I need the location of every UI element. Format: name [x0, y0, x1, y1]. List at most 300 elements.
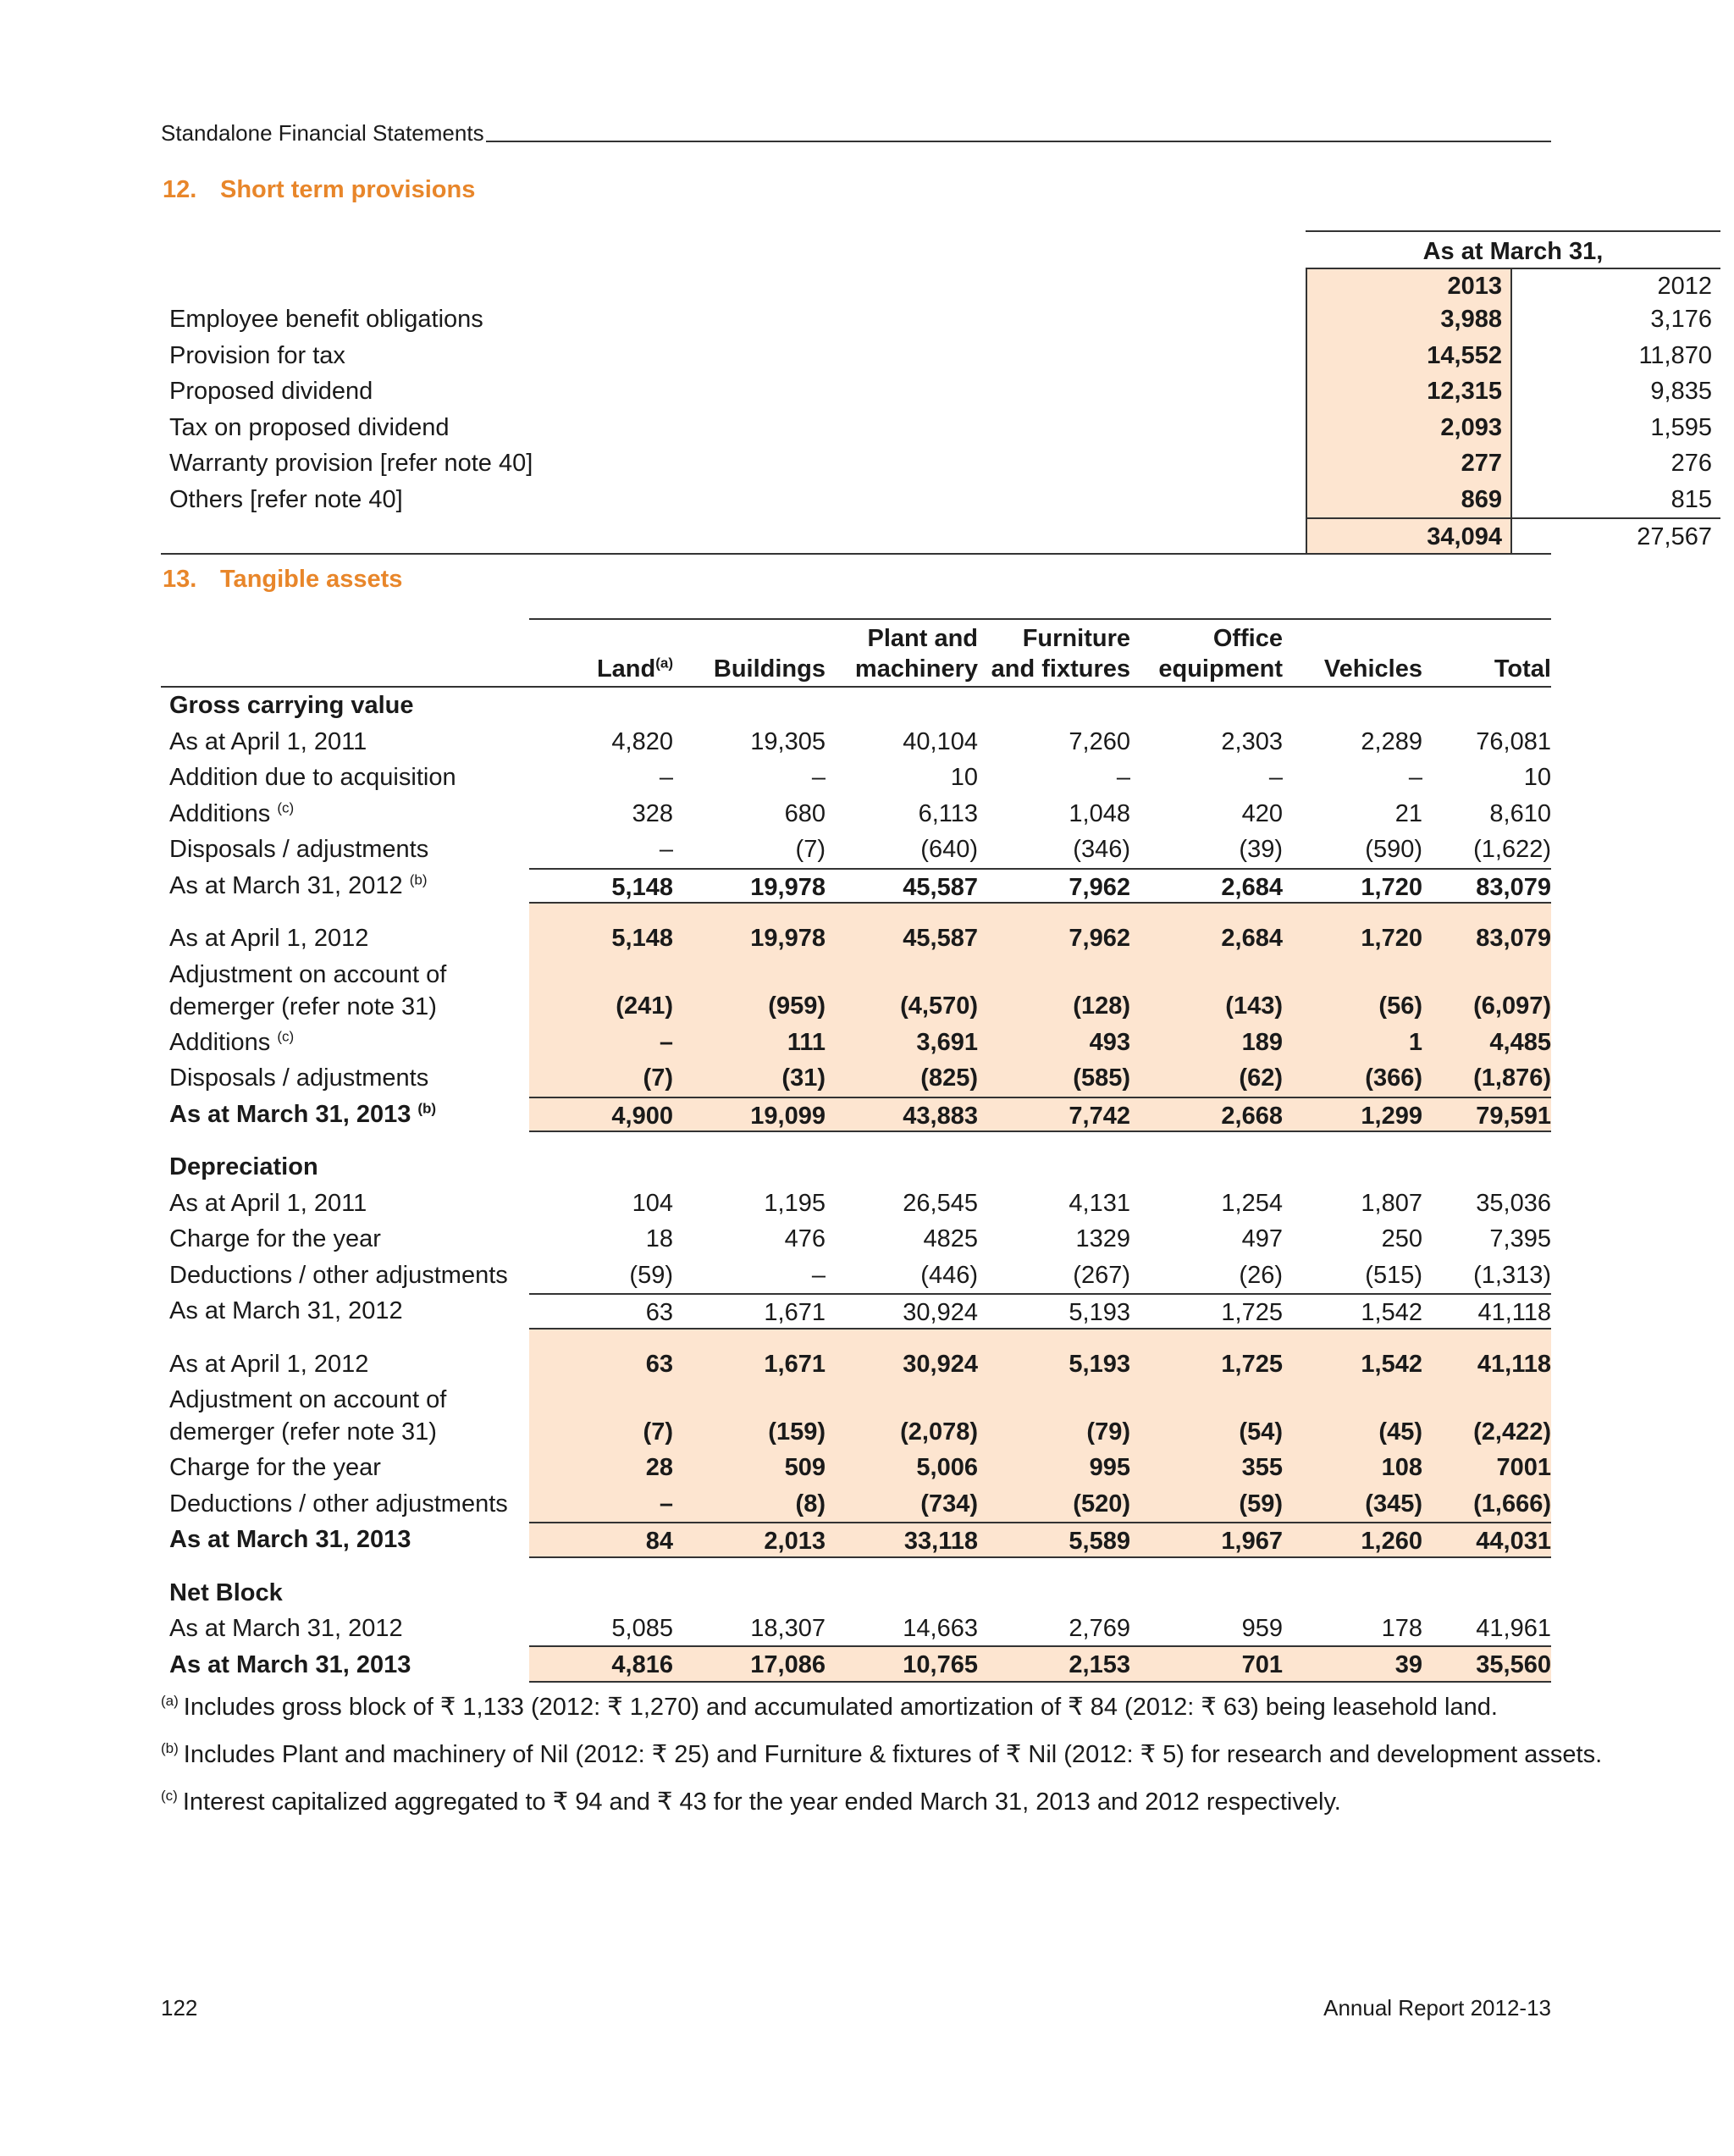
cell-office-equipment: (62): [1239, 1064, 1283, 1092]
row-cells: [529, 760, 1551, 796]
value-2013: 14,552: [1306, 338, 1512, 374]
cell-vehicles: 1: [1408, 1028, 1422, 1056]
row-cells: [529, 920, 1551, 957]
row-label: Provision for tax: [169, 341, 345, 369]
cell-land: 104: [632, 1189, 673, 1217]
table-row: [161, 868, 1551, 904]
cell-buildings: 680: [784, 799, 826, 827]
cell-buildings: (159): [768, 1418, 826, 1446]
cell-plant-machinery: 5,006: [916, 1454, 978, 1481]
cell-total: 7001: [1496, 1454, 1551, 1481]
row-label: Disposals / adjustments: [169, 836, 429, 863]
value-2012: 815: [1670, 485, 1712, 513]
cell-land: –: [659, 1028, 673, 1056]
row-cells: [529, 1647, 1551, 1683]
spacer: [161, 1132, 1551, 1149]
table-row: [161, 1293, 1551, 1330]
running-header: [161, 120, 1551, 146]
gross-heading: Gross carrying value: [169, 692, 414, 719]
cell-land: (241): [616, 992, 673, 1020]
cell-office-equipment: 1,967: [1221, 1528, 1283, 1555]
cell-total: 41,118: [1477, 1350, 1551, 1378]
footnote-mark: (c): [277, 1027, 295, 1044]
cell-buildings: –: [811, 764, 826, 791]
cell-plant-machinery: 10,765: [903, 1650, 978, 1678]
cell-office-equipment: 2,684: [1221, 873, 1283, 901]
row-cells: [529, 1060, 1551, 1097]
cell-plant-machinery: 10: [950, 764, 978, 791]
row-cells: [529, 1450, 1551, 1486]
footnote-mark: (b): [409, 871, 428, 887]
value-2013: 3,988: [1306, 301, 1512, 338]
row-label-line2: demerger (refer note 31): [169, 1418, 437, 1446]
cell-vehicles: 1,542: [1361, 1350, 1422, 1378]
cell-office-equipment: (59): [1239, 1490, 1283, 1517]
cell-furniture-fixtures: 5,193: [1069, 1350, 1130, 1378]
section-12-heading: Short term provisions: [220, 176, 476, 203]
net-block-heading-row: [161, 1575, 1551, 1611]
col-office-line2: equipment: [1158, 655, 1283, 683]
row-label-line1: Adjustment on account of: [169, 960, 447, 988]
year-2012-header: 2012: [1512, 268, 1720, 301]
cell-plant-machinery: (640): [920, 836, 978, 863]
cell-office-equipment: (39): [1239, 836, 1283, 863]
cell-total: (1,313): [1473, 1261, 1551, 1289]
cell-office-equipment: 355: [1241, 1454, 1283, 1481]
cell-office-equipment: 2,303: [1221, 727, 1283, 755]
row-cells: [529, 1414, 1551, 1451]
row-cells: [529, 796, 1551, 832]
cell-land: –: [659, 1490, 673, 1517]
cell-vehicles: 1,299: [1361, 1102, 1422, 1130]
row-label-text: Additions: [169, 799, 271, 827]
cell-plant-machinery: 45,587: [903, 925, 978, 952]
cell-office-equipment: 701: [1241, 1650, 1283, 1678]
row-cells: [529, 988, 1551, 1025]
cell-buildings: (7): [795, 836, 826, 863]
cell-total: 79,591: [1476, 1102, 1551, 1130]
cell-office-equipment: 959: [1241, 1615, 1283, 1642]
cell-land: (7): [643, 1418, 673, 1446]
header-rule: [486, 141, 1551, 142]
row-label: [169, 959, 446, 1023]
value-2013: 2,093: [1306, 410, 1512, 446]
cell-land: 5,085: [611, 1615, 673, 1642]
cell-buildings: 509: [784, 1454, 826, 1481]
cell-total: 10: [1523, 764, 1551, 791]
cell-total: (1,622): [1473, 836, 1551, 863]
cell-vehicles: 108: [1381, 1454, 1422, 1481]
cell-total: 8,610: [1489, 799, 1551, 827]
col-office-line1: Office: [1212, 625, 1283, 652]
value-2013: 12,315: [1306, 373, 1512, 410]
spacer: [161, 1558, 1551, 1575]
cell-furniture-fixtures: 4,131: [1069, 1189, 1130, 1217]
cell-furniture-fixtures: 2,153: [1069, 1650, 1130, 1678]
row-label: As at April 1, 2011: [169, 1189, 367, 1217]
table-row: [161, 1060, 1551, 1097]
table-row: [161, 1186, 1551, 1222]
total-2012: 27,567: [1512, 517, 1720, 553]
row-cells: [529, 1097, 1551, 1133]
cell-plant-machinery: (446): [920, 1261, 978, 1289]
row-cells: [529, 1611, 1551, 1647]
row-cells: [529, 1186, 1551, 1222]
cell-land: 4,820: [611, 727, 673, 755]
cell-vehicles: (345): [1365, 1490, 1422, 1517]
cell-land: (59): [629, 1261, 673, 1289]
cell-buildings: 19,305: [750, 727, 826, 755]
cell-land: –: [659, 764, 673, 791]
cell-buildings: (8): [795, 1490, 826, 1517]
cell-plant-machinery: 6,113: [918, 799, 978, 827]
row-cells: [529, 1258, 1551, 1294]
row-label-line2: demerger (refer note 31): [169, 992, 437, 1020]
running-title: Standalone Financial Statements: [161, 120, 484, 146]
footnote-b: [161, 1739, 1602, 1769]
row-label: As at March 31, 2012: [169, 1615, 403, 1642]
provision-row: [161, 445, 1712, 482]
table-row: [161, 1221, 1551, 1258]
footnote-c: [161, 1787, 1341, 1816]
row-label: As at April 1, 2012: [169, 1350, 369, 1378]
provision-row: [161, 410, 1712, 446]
col-furniture-line1: Furniture: [1022, 625, 1130, 652]
row-label: Deductions / other adjustments: [169, 1490, 508, 1517]
table-row: [161, 1647, 1551, 1683]
table-row: [161, 760, 1551, 796]
provision-row: [161, 301, 1712, 338]
row-label: [169, 796, 294, 832]
cell-total: 41,118: [1477, 1299, 1551, 1326]
cell-buildings: 1,671: [764, 1299, 826, 1326]
cell-vehicles: –: [1408, 764, 1422, 791]
cell-furniture-fixtures: 995: [1089, 1454, 1130, 1481]
cell-office-equipment: 1,725: [1221, 1299, 1283, 1326]
cell-total: 83,079: [1476, 873, 1551, 901]
cell-plant-machinery: 3,691: [916, 1028, 978, 1056]
cell-furniture-fixtures: 2,769: [1069, 1615, 1130, 1642]
cell-vehicles: 2,289: [1361, 727, 1422, 755]
footnote-a-text: Includes gross block of ₹ 1,133 (2012: ₹ 1,270) and accumulated amortization of ₹ 84 (2012: ₹ 63) being leasehold land.: [183, 1694, 1498, 1721]
row-label: As at April 1, 2011: [169, 727, 367, 755]
cell-plant-machinery: (825): [920, 1064, 978, 1092]
cell-plant-machinery: 26,545: [903, 1189, 978, 1217]
col-furniture: [978, 623, 1130, 684]
row-label: As at March 31, 2013: [169, 1526, 411, 1553]
cell-furniture-fixtures: 5,589: [1069, 1528, 1130, 1555]
cell-buildings: 18,307: [750, 1615, 826, 1642]
cell-buildings: 19,978: [750, 925, 826, 952]
footnote-b-text: Includes Plant and machinery of Nil (2012: ₹ 25) and Furniture & fixtures of ₹ Nil (2012: ₹ 5) for research and development assets.: [183, 1741, 1603, 1768]
cell-land: 84: [645, 1528, 673, 1555]
col-buildings: Buildings: [713, 655, 826, 683]
cell-furniture-fixtures: 1329: [1075, 1225, 1130, 1252]
cell-vehicles: 1,260: [1361, 1528, 1422, 1555]
net-block-heading: Net Block: [169, 1578, 283, 1606]
cell-vehicles: (590): [1365, 836, 1422, 863]
cell-buildings: (959): [768, 992, 826, 1020]
table-row: [161, 832, 1551, 868]
footnote-c-mark: (c): [161, 1788, 178, 1805]
cell-office-equipment: (143): [1225, 992, 1283, 1020]
cell-total: (6,097): [1473, 992, 1551, 1020]
cell-land: 5,148: [611, 873, 673, 901]
provisions-total-row: [161, 517, 1712, 555]
footnote-a: [161, 1692, 1498, 1722]
depreciation-heading-row: [161, 1149, 1551, 1186]
provision-row: [161, 338, 1712, 374]
section-13-title: [163, 566, 402, 594]
cell-furniture-fixtures: (267): [1073, 1261, 1130, 1289]
tangible-assets-table: [161, 618, 1551, 1683]
cell-office-equipment: 2,684: [1221, 925, 1283, 952]
col-plant-line1: Plant and: [867, 625, 978, 652]
cell-office-equipment: 1,254: [1221, 1189, 1283, 1217]
cell-total: 44,031: [1476, 1528, 1551, 1555]
row-cells: [529, 1346, 1551, 1383]
table-row: [161, 1382, 1551, 1450]
col-plant-line2: machinery: [854, 655, 978, 683]
col-vehicles: Vehicles: [1323, 655, 1422, 683]
value-2012: 11,870: [1638, 341, 1712, 369]
row-label-text: Additions: [169, 1028, 271, 1056]
cell-land: –: [659, 836, 673, 863]
cell-vehicles: 1,720: [1361, 873, 1422, 901]
table-row: [161, 1522, 1551, 1558]
cell-land: 63: [645, 1299, 673, 1326]
table-row: [161, 920, 1551, 957]
row-label-text: As at March 31, 2012: [169, 871, 403, 899]
cell-vehicles: (366): [1365, 1064, 1422, 1092]
cell-plant-machinery: 14,663: [903, 1615, 978, 1642]
provision-row: [161, 482, 1712, 518]
footnote-mark: (b): [417, 1099, 437, 1116]
cell-buildings: 17,086: [750, 1650, 826, 1678]
cell-vehicles: 1,720: [1361, 925, 1422, 952]
column-group-label: As at March 31,: [1306, 230, 1720, 269]
value-2012: 3,176: [1650, 306, 1712, 333]
cell-buildings: 1,195: [764, 1189, 826, 1217]
cell-furniture-fixtures: 7,260: [1069, 727, 1130, 755]
footnote-a-mark: (a): [161, 1693, 179, 1710]
cell-office-equipment: 189: [1241, 1028, 1283, 1056]
cell-furniture-fixtures: 5,193: [1069, 1299, 1130, 1326]
cell-buildings: 1,671: [764, 1350, 826, 1378]
cell-office-equipment: 420: [1241, 799, 1283, 827]
value-2013: 277: [1306, 445, 1512, 482]
row-label: Proposed dividend: [169, 378, 373, 405]
section-13-number: 13.: [163, 566, 197, 593]
row-label: Deductions / other adjustments: [169, 1261, 508, 1289]
cell-furniture-fixtures: 7,962: [1069, 925, 1130, 952]
section-12-title: [163, 176, 475, 204]
cell-total: 76,081: [1476, 727, 1551, 755]
table-row: [161, 1025, 1551, 1061]
cell-furniture-fixtures: 7,962: [1069, 873, 1130, 901]
table-row: [161, 957, 1551, 1025]
cell-plant-machinery: 45,587: [903, 873, 978, 901]
cell-plant-machinery: (2,078): [900, 1418, 978, 1446]
row-label: As at March 31, 2012: [169, 1297, 403, 1324]
cell-land: 63: [645, 1350, 673, 1378]
table-row: [161, 724, 1551, 760]
cell-plant-machinery: 4825: [923, 1225, 978, 1252]
cell-land: 28: [645, 1454, 673, 1481]
cell-buildings: (31): [781, 1064, 826, 1092]
row-cells: [529, 1221, 1551, 1258]
table-row: [161, 1450, 1551, 1486]
cell-plant-machinery: (4,570): [900, 992, 978, 1020]
cell-office-equipment: –: [1268, 764, 1283, 791]
cell-buildings: 19,978: [750, 873, 826, 901]
col-office: [1130, 623, 1283, 684]
cell-land: (7): [643, 1064, 673, 1092]
cell-vehicles: 1,542: [1361, 1299, 1422, 1326]
col-total: Total: [1494, 655, 1551, 683]
col-land-label: Land: [596, 655, 656, 683]
row-label-line1: Adjustment on account of: [169, 1386, 447, 1413]
cell-office-equipment: 2,668: [1221, 1102, 1283, 1130]
row-cells: [529, 1522, 1551, 1558]
provision-row: [161, 373, 1712, 410]
cell-vehicles: 250: [1381, 1225, 1422, 1252]
value-2013: 869: [1306, 482, 1512, 518]
cell-land: 5,148: [611, 925, 673, 952]
row-label: [169, 868, 428, 904]
cell-office-equipment: 1,725: [1221, 1350, 1283, 1378]
cell-vehicles: (56): [1378, 992, 1422, 1020]
row-label: Others [refer note 40]: [169, 485, 403, 513]
col-plant: [826, 623, 978, 684]
section-13-heading: Tangible assets: [220, 566, 403, 593]
cell-land: 4,816: [611, 1650, 673, 1678]
row-cells: [529, 1293, 1551, 1330]
section-12-number: 12.: [163, 176, 197, 203]
year-2013-header: 2013: [1306, 268, 1512, 301]
row-label: Addition due to acquisition: [169, 764, 456, 791]
row-label: [169, 1025, 294, 1061]
value-2012: 9,835: [1650, 378, 1712, 405]
cell-vehicles: 178: [1381, 1615, 1422, 1642]
row-cells: [529, 832, 1551, 868]
cell-land: 328: [632, 799, 673, 827]
cell-buildings: 19,099: [750, 1102, 826, 1130]
cell-furniture-fixtures: (346): [1073, 836, 1130, 863]
row-label: [169, 1384, 446, 1448]
cell-vehicles: (515): [1365, 1261, 1422, 1289]
report-name: Annual Report 2012-13: [1323, 1995, 1551, 2021]
cell-furniture-fixtures: (128): [1073, 992, 1130, 1020]
page-number: 122: [161, 1995, 198, 2021]
table-row: [161, 1486, 1551, 1523]
row-label: As at April 1, 2012: [169, 925, 369, 952]
col-land-footnote-mark: (a): [655, 655, 673, 672]
cell-total: 41,961: [1476, 1615, 1551, 1642]
cell-total: (1,666): [1473, 1490, 1551, 1517]
row-label: As at March 31, 2013: [169, 1650, 411, 1678]
cell-plant-machinery: 33,118: [903, 1528, 978, 1555]
cell-furniture-fixtures: (520): [1073, 1490, 1130, 1517]
cell-furniture-fixtures: 1,048: [1069, 799, 1130, 827]
col-furniture-line2: and fixtures: [991, 655, 1130, 683]
cell-total: 35,036: [1476, 1189, 1551, 1217]
cell-office-equipment: (26): [1239, 1261, 1283, 1289]
row-label: [169, 1097, 436, 1133]
cell-plant-machinery: 30,924: [903, 1350, 978, 1378]
cell-land: 4,900: [611, 1102, 673, 1130]
cell-vehicles: (45): [1378, 1418, 1422, 1446]
footnote-mark: (c): [277, 799, 295, 815]
spacer: [161, 904, 1551, 920]
value-2012: 276: [1670, 450, 1712, 477]
cell-vehicles: 21: [1394, 799, 1422, 827]
cell-total: 7,395: [1489, 1225, 1551, 1252]
cell-total: (2,422): [1473, 1418, 1551, 1446]
row-label: Disposals / adjustments: [169, 1064, 429, 1092]
cell-total: 35,560: [1476, 1650, 1551, 1678]
row-cells: [529, 1486, 1551, 1523]
cell-buildings: 2,013: [764, 1528, 826, 1555]
cell-plant-machinery: 40,104: [903, 727, 978, 755]
table-row: [161, 796, 1551, 832]
footnote-b-mark: (b): [161, 1740, 179, 1757]
cell-plant-machinery: 30,924: [903, 1299, 978, 1326]
col-land: [559, 654, 673, 684]
cell-furniture-fixtures: 493: [1089, 1028, 1130, 1056]
cell-vehicles: 39: [1394, 1650, 1422, 1678]
cell-buildings: 476: [784, 1225, 826, 1252]
cell-furniture-fixtures: 7,742: [1069, 1102, 1130, 1130]
cell-plant-machinery: 43,883: [903, 1102, 978, 1130]
value-2012: 1,595: [1650, 413, 1712, 441]
spacer: [161, 1330, 1551, 1346]
gross-heading-row: [161, 688, 1551, 724]
table-row: [161, 1097, 1551, 1133]
row-cells: [529, 868, 1551, 904]
row-label: Employee benefit obligations: [169, 306, 483, 333]
footnote-c-text: Interest capitalized aggregated to ₹ 94 and ₹ 43 for the year ended March 31, 2013 and 2012 respectively.: [182, 1788, 1341, 1816]
row-label: Tax on proposed dividend: [169, 413, 450, 441]
row-cells: [529, 1025, 1551, 1061]
cell-total: (1,876): [1473, 1064, 1551, 1092]
cell-buildings: –: [811, 1261, 826, 1289]
cell-total: 4,485: [1489, 1028, 1551, 1056]
table-row: [161, 1611, 1551, 1647]
row-label: Warranty provision [refer note 40]: [169, 450, 533, 477]
cell-total: 83,079: [1476, 925, 1551, 952]
provisions-header: [161, 227, 1712, 301]
row-label: Charge for the year: [169, 1225, 381, 1252]
cell-furniture-fixtures: (585): [1073, 1064, 1130, 1092]
cell-office-equipment: 497: [1241, 1225, 1283, 1252]
short-term-provisions-table: [161, 227, 1712, 555]
assets-header: [161, 618, 1551, 688]
row-cells: [529, 724, 1551, 760]
total-2013: 34,094: [1306, 517, 1512, 553]
cell-furniture-fixtures: (79): [1086, 1418, 1130, 1446]
cell-buildings: 111: [787, 1028, 826, 1056]
cell-land: 18: [645, 1225, 673, 1252]
row-label-text: As at March 31, 2013: [169, 1100, 411, 1128]
table-row: [161, 1258, 1551, 1294]
row-label: Charge for the year: [169, 1454, 381, 1481]
cell-office-equipment: (54): [1239, 1418, 1283, 1446]
cell-plant-machinery: (734): [920, 1490, 978, 1517]
cell-vehicles: 1,807: [1361, 1189, 1422, 1217]
depreciation-heading: Depreciation: [169, 1153, 318, 1180]
table-row: [161, 1346, 1551, 1383]
